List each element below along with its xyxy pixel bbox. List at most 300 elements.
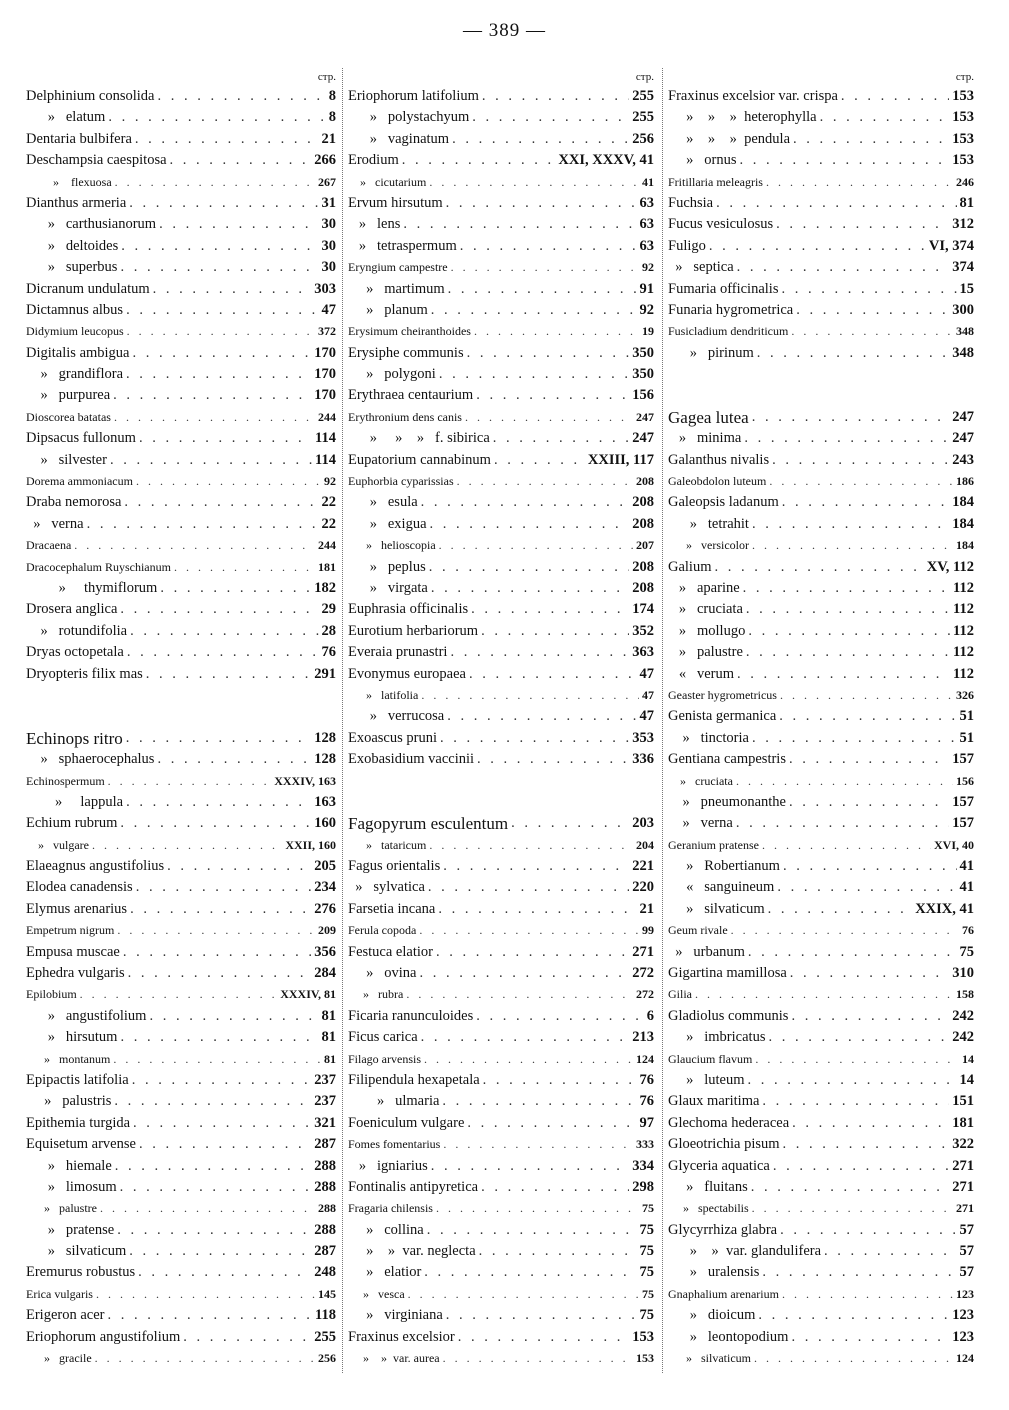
index-entry bbox=[26, 1113, 336, 1134]
index-entry bbox=[348, 963, 654, 984]
entry-name: » uralensis bbox=[668, 1264, 760, 1281]
entry-name: Galeobdolon luteum bbox=[668, 474, 767, 489]
leader-dots bbox=[781, 279, 956, 300]
entry-name: » carthusianorum bbox=[26, 216, 157, 233]
leader-dots bbox=[752, 407, 950, 428]
entry-name: Epilobium bbox=[26, 987, 77, 1002]
entry-page: 298 bbox=[632, 1178, 654, 1195]
entry-name: » flexuosa bbox=[26, 174, 112, 189]
entry-page: XXII, 160 bbox=[285, 837, 336, 852]
entry-name: Draba nemorosa bbox=[26, 494, 122, 511]
index-entry bbox=[668, 364, 974, 385]
index-entry bbox=[668, 514, 974, 535]
index-entry bbox=[348, 599, 654, 620]
entry-name: » ornus bbox=[668, 152, 737, 169]
index-entry bbox=[26, 343, 336, 364]
leader-dots bbox=[429, 557, 630, 578]
leader-dots bbox=[458, 1327, 630, 1348]
index-entry bbox=[26, 107, 336, 128]
entry-name: » Robertianum bbox=[668, 858, 780, 875]
index-entry bbox=[348, 236, 654, 257]
leader-dots bbox=[768, 1027, 949, 1048]
entry-name: » purpurea bbox=[26, 387, 111, 404]
index-entry bbox=[348, 1284, 654, 1305]
entry-name: Ephedra vulgaris bbox=[26, 965, 125, 982]
leader-dots bbox=[671, 385, 971, 406]
entry-page: 247 bbox=[636, 409, 654, 424]
leader-dots bbox=[136, 471, 321, 492]
entry-name: » superbus bbox=[26, 259, 118, 276]
leader-dots bbox=[157, 749, 311, 770]
index-entry bbox=[26, 664, 336, 685]
entry-name: » cruciata bbox=[668, 601, 743, 618]
entry-name: Gladiolus communis bbox=[668, 1007, 789, 1024]
index-entry bbox=[348, 385, 654, 406]
index-entry bbox=[26, 471, 336, 492]
entry-name: Eupatorium cannabinum bbox=[348, 451, 491, 468]
entry-name: » tinctoria bbox=[668, 729, 749, 746]
entry-page: 266 bbox=[314, 152, 336, 169]
index-entry bbox=[668, 1198, 974, 1219]
entry-page: 271 bbox=[632, 943, 654, 960]
entry-name: » vulgare bbox=[26, 837, 89, 852]
entry-name: Eurotium herbariorum bbox=[348, 622, 479, 639]
index-entry bbox=[668, 86, 974, 107]
entry-page: 81 bbox=[321, 1007, 336, 1024]
entry-name: Eryngium campestre bbox=[348, 260, 448, 275]
entry-page: 234 bbox=[314, 879, 336, 896]
entry-page: 246 bbox=[956, 174, 974, 189]
index-entry bbox=[668, 835, 974, 856]
entry-page: 333 bbox=[636, 1137, 654, 1152]
leader-dots bbox=[471, 599, 629, 620]
index-entry bbox=[668, 920, 974, 941]
index-entry bbox=[348, 642, 654, 663]
entry-page: 336 bbox=[632, 751, 654, 768]
entry-page: 348 bbox=[956, 324, 974, 339]
entry-name: Ficaria ranunculoides bbox=[348, 1007, 474, 1024]
entry-name: » montanum bbox=[26, 1051, 111, 1066]
entry-name: Geum rivale bbox=[668, 923, 728, 938]
leader-dots bbox=[447, 706, 636, 727]
entry-page: 303 bbox=[314, 280, 336, 297]
entry-name: » elatior bbox=[348, 1264, 422, 1281]
leader-dots bbox=[126, 792, 311, 813]
entry-name: Dianthus armeria bbox=[26, 194, 127, 211]
leader-dots bbox=[841, 86, 949, 107]
index-entry bbox=[26, 1220, 336, 1241]
leader-dots bbox=[467, 343, 630, 364]
entry-name: Elodea canadensis bbox=[26, 879, 133, 896]
index-entry bbox=[668, 172, 974, 193]
index-entry bbox=[26, 1027, 336, 1048]
leader-dots bbox=[157, 86, 325, 107]
index-entry bbox=[26, 492, 336, 513]
entry-name: » thymiflorum bbox=[26, 579, 158, 596]
index-entry bbox=[26, 963, 336, 984]
entry-page: 153 bbox=[632, 1328, 654, 1345]
entry-name: Galium bbox=[668, 558, 712, 575]
entry-name: Glechoma hederacea bbox=[668, 1114, 790, 1131]
index-entry bbox=[26, 1284, 336, 1305]
entry-name: Farsetia incana bbox=[348, 900, 436, 917]
index-entry bbox=[668, 428, 974, 449]
entry-page: 255 bbox=[314, 1328, 336, 1345]
entry-page: 128 bbox=[314, 751, 336, 768]
entry-page: 203 bbox=[632, 815, 654, 832]
index-entry bbox=[348, 1134, 654, 1155]
index-entry bbox=[668, 578, 974, 599]
index-entry bbox=[668, 1049, 974, 1070]
leader-dots bbox=[736, 771, 953, 792]
entry-name: Fuligo bbox=[668, 237, 706, 254]
index-entry bbox=[668, 984, 974, 1005]
entry-name: » elatum bbox=[26, 109, 106, 126]
leader-dots bbox=[159, 214, 318, 235]
entry-page: XXXIV, 81 bbox=[280, 987, 336, 1002]
leader-dots bbox=[493, 428, 629, 449]
entry-page: 220 bbox=[632, 879, 654, 896]
entry-page: 256 bbox=[632, 130, 654, 147]
entry-name: Eriophorum angustifolium bbox=[26, 1328, 181, 1345]
leader-dots bbox=[748, 621, 950, 642]
entry-name: Echinospermum bbox=[26, 773, 105, 788]
entry-name: Evonymus europaea bbox=[348, 665, 466, 682]
leader-dots bbox=[460, 236, 637, 257]
entry-page: 287 bbox=[314, 1136, 336, 1153]
entry-name: Dorema ammoniacum bbox=[26, 474, 133, 489]
entry-name: Gentiana campestris bbox=[668, 751, 786, 768]
entry-name: » imbricatus bbox=[668, 1029, 766, 1046]
index-entry bbox=[26, 557, 336, 578]
index-entry bbox=[668, 1284, 974, 1305]
leader-dots bbox=[428, 877, 629, 898]
index-entry bbox=[348, 792, 654, 813]
column-separator bbox=[342, 68, 343, 1373]
index-entry bbox=[348, 193, 654, 214]
index-entry bbox=[348, 1156, 654, 1177]
index-entry bbox=[348, 343, 654, 364]
entry-name: Fagopyrum esculentum bbox=[348, 814, 509, 834]
index-entry bbox=[348, 1262, 654, 1283]
entry-name: » aparine bbox=[668, 579, 740, 596]
leader-dots bbox=[748, 1070, 957, 1091]
index-entry bbox=[348, 877, 654, 898]
entry-name: Equisetum arvense bbox=[26, 1136, 136, 1153]
leader-dots bbox=[167, 856, 311, 877]
index-entry bbox=[668, 193, 974, 214]
leader-dots bbox=[783, 856, 957, 877]
entry-page: 81 bbox=[324, 1051, 336, 1066]
entry-page: 242 bbox=[952, 1029, 974, 1046]
leader-dots bbox=[120, 1177, 312, 1198]
leader-dots bbox=[446, 193, 637, 214]
leader-dots bbox=[421, 1027, 630, 1048]
index-entry bbox=[348, 279, 654, 300]
entry-name: Erica vulgaris bbox=[26, 1286, 93, 1301]
entry-name: Fraxinus excelsior bbox=[348, 1328, 455, 1345]
entry-name: Geaster hygrometricus bbox=[668, 687, 777, 702]
index-entry bbox=[26, 856, 336, 877]
leader-dots bbox=[135, 129, 319, 150]
index-entry bbox=[348, 86, 654, 107]
entry-name: » pratense bbox=[26, 1221, 115, 1238]
index-entry bbox=[26, 407, 336, 428]
leader-dots bbox=[80, 984, 278, 1005]
entry-name: Fucus vesiculosus bbox=[668, 216, 774, 233]
index-entry bbox=[348, 1006, 654, 1027]
leader-dots bbox=[736, 813, 949, 834]
index-entry bbox=[348, 621, 654, 642]
leader-dots bbox=[469, 664, 637, 685]
entry-name: Eriophorum latifolium bbox=[348, 88, 479, 104]
entry-name: » peplus bbox=[348, 558, 426, 575]
entry-name: Glaux maritima bbox=[668, 1093, 760, 1110]
entry-page: 47 bbox=[639, 665, 654, 682]
entry-name: » fluitans bbox=[668, 1178, 748, 1195]
entry-page: 353 bbox=[632, 729, 654, 746]
entry-name: » silvaticum bbox=[668, 900, 765, 917]
entry-page: 170 bbox=[314, 344, 336, 361]
leader-dots bbox=[424, 1049, 633, 1070]
index-entry bbox=[668, 150, 974, 171]
leader-dots bbox=[481, 621, 629, 642]
index-entry bbox=[348, 1113, 654, 1134]
index-entry bbox=[26, 1305, 336, 1326]
entry-name: » silvaticum bbox=[668, 1351, 751, 1366]
leader-dots bbox=[117, 1220, 311, 1241]
entry-name: Fumaria officinalis bbox=[668, 280, 779, 297]
entry-page: 182 bbox=[314, 579, 336, 596]
leader-dots bbox=[757, 343, 949, 364]
entry-page: 208 bbox=[636, 474, 654, 489]
entry-page: 75 bbox=[639, 1264, 654, 1281]
index-entry bbox=[26, 129, 336, 150]
leader-dots bbox=[481, 1177, 629, 1198]
index-entry bbox=[668, 856, 974, 877]
entry-name: » verna bbox=[668, 815, 733, 832]
leader-dots bbox=[789, 749, 949, 770]
leader-dots bbox=[442, 1091, 636, 1112]
leader-dots bbox=[146, 664, 311, 685]
entry-name: » » var. glandulifera bbox=[668, 1243, 822, 1260]
entry-name: » septica bbox=[668, 259, 734, 276]
entry-name: Fagus orientalis bbox=[348, 858, 441, 875]
leader-dots bbox=[476, 1006, 644, 1027]
entry-name: Galanthus nivalis bbox=[668, 451, 770, 468]
entry-page: 157 bbox=[952, 815, 974, 832]
entry-page: 153 bbox=[952, 130, 974, 147]
index-entry bbox=[26, 599, 336, 620]
entry-name: Didymium leucopus bbox=[26, 324, 124, 339]
index-entry bbox=[26, 172, 336, 193]
index-entry bbox=[26, 685, 336, 706]
entry-page: 30 bbox=[321, 216, 336, 233]
leader-dots bbox=[479, 1241, 637, 1262]
index-entry bbox=[26, 150, 336, 171]
leader-dots bbox=[87, 514, 319, 535]
index-entry bbox=[26, 728, 336, 749]
index-entry bbox=[668, 1027, 974, 1048]
leader-dots bbox=[129, 193, 318, 214]
leader-dots bbox=[780, 1220, 956, 1241]
leader-dots bbox=[791, 1006, 949, 1027]
entry-page: 124 bbox=[636, 1051, 654, 1066]
leader-dots bbox=[789, 792, 949, 813]
entry-name: » latifolia bbox=[348, 687, 419, 702]
column-header: стр. bbox=[635, 71, 654, 83]
entry-page: 153 bbox=[952, 88, 974, 104]
entry-page: 76 bbox=[321, 644, 336, 661]
index-entry bbox=[668, 300, 974, 321]
index-entry bbox=[668, 236, 974, 257]
index-column-2 bbox=[348, 68, 654, 1369]
entry-page: 92 bbox=[639, 301, 654, 318]
entry-page: 312 bbox=[952, 216, 974, 233]
leader-dots bbox=[755, 1049, 959, 1070]
index-entry bbox=[26, 1070, 336, 1091]
index-entry bbox=[348, 492, 654, 513]
entry-page: 213 bbox=[632, 1029, 654, 1046]
leader-dots bbox=[408, 1284, 639, 1305]
entry-page: 184 bbox=[952, 494, 974, 511]
leader-dots bbox=[477, 749, 629, 770]
index-entry bbox=[348, 300, 654, 321]
entry-page: 30 bbox=[321, 237, 336, 254]
leader-dots bbox=[780, 685, 953, 706]
leader-dots bbox=[170, 150, 312, 171]
leader-dots bbox=[752, 514, 949, 535]
index-entry bbox=[26, 321, 336, 342]
leader-dots bbox=[95, 1348, 315, 1369]
leader-dots bbox=[126, 364, 311, 385]
entry-page: XVI, 40 bbox=[933, 837, 974, 852]
leader-dots bbox=[762, 1262, 956, 1283]
leader-dots bbox=[709, 236, 926, 257]
entry-page: 163 bbox=[314, 793, 336, 810]
entry-page: 31 bbox=[321, 194, 336, 211]
leader-dots bbox=[768, 899, 913, 920]
entry-page: 76 bbox=[962, 923, 974, 938]
entry-page: 8 bbox=[328, 109, 336, 126]
index-entry bbox=[26, 257, 336, 278]
leader-dots bbox=[671, 364, 971, 385]
index-entry bbox=[348, 1070, 654, 1091]
leader-dots bbox=[108, 1305, 313, 1326]
column-header: стр. bbox=[955, 71, 974, 83]
index-column-3 bbox=[668, 68, 974, 1369]
entry-page: XXXIV, 163 bbox=[274, 773, 336, 788]
entry-page: 92 bbox=[324, 474, 336, 489]
entry-page: 322 bbox=[952, 1136, 974, 1153]
entry-name: Genista germanica bbox=[668, 708, 777, 725]
entry-name: » hirsutum bbox=[26, 1029, 118, 1046]
leader-dots bbox=[127, 321, 315, 342]
leader-dots bbox=[427, 1220, 637, 1241]
leader-dots bbox=[792, 1113, 949, 1134]
index-entry bbox=[348, 1220, 654, 1241]
entry-page: 207 bbox=[636, 538, 654, 553]
leader-dots bbox=[450, 642, 629, 663]
index-entry bbox=[668, 1156, 974, 1177]
entry-name: Foeniculum vulgare bbox=[348, 1114, 465, 1131]
entry-name: Digitalis ambigua bbox=[26, 344, 130, 361]
entry-name: » pneumonanthe bbox=[668, 793, 786, 810]
entry-page: 153 bbox=[952, 109, 974, 126]
index-entry bbox=[26, 1156, 336, 1177]
index-entry bbox=[348, 557, 654, 578]
leader-dots bbox=[419, 963, 629, 984]
leader-dots bbox=[440, 728, 629, 749]
leader-dots bbox=[96, 1284, 315, 1305]
leader-dots bbox=[113, 385, 311, 406]
entry-page: 271 bbox=[956, 1201, 974, 1216]
entry-name: Gilia bbox=[668, 987, 692, 1002]
index-entry bbox=[668, 450, 974, 471]
index-entry bbox=[26, 984, 336, 1005]
entry-name: » silvester bbox=[26, 451, 107, 468]
leader-dots bbox=[457, 471, 633, 492]
leader-dots bbox=[744, 428, 949, 449]
index-entry bbox=[668, 706, 974, 727]
entry-page: 352 bbox=[632, 622, 654, 639]
entry-page: 63 bbox=[639, 216, 654, 233]
index-entry bbox=[348, 172, 654, 193]
index-entry bbox=[668, 792, 974, 813]
leader-dots bbox=[431, 1156, 630, 1177]
leader-dots bbox=[114, 407, 315, 428]
entry-name: Gloeotrichia pisum bbox=[668, 1136, 780, 1153]
leader-dots bbox=[436, 1198, 639, 1219]
entry-page: 30 bbox=[321, 259, 336, 276]
entry-name: Everaia prunastri bbox=[348, 644, 448, 661]
leader-dots bbox=[123, 942, 311, 963]
entry-name: » palustris bbox=[26, 1093, 112, 1110]
entry-name: Ficus carica bbox=[348, 1029, 418, 1046]
leader-dots bbox=[160, 578, 311, 599]
leader-dots bbox=[431, 578, 629, 599]
index-entry bbox=[668, 1091, 974, 1112]
leader-dots bbox=[773, 1156, 949, 1177]
index-entry bbox=[26, 1262, 336, 1283]
entry-name: » sylvatica bbox=[348, 879, 425, 896]
entry-name: » luteum bbox=[668, 1071, 745, 1088]
leader-dots bbox=[737, 664, 950, 685]
index-entry bbox=[668, 942, 974, 963]
entry-name: Glycyrrhiza glabra bbox=[668, 1221, 778, 1238]
index-entry bbox=[348, 771, 654, 792]
index-entry bbox=[668, 664, 974, 685]
leader-dots bbox=[429, 835, 633, 856]
leader-dots bbox=[29, 706, 333, 727]
index-entry bbox=[348, 214, 654, 235]
index-entry bbox=[348, 664, 654, 685]
index-entry bbox=[668, 279, 974, 300]
leader-dots bbox=[443, 1348, 633, 1369]
leader-dots bbox=[746, 599, 950, 620]
entry-name: Galeopsis ladanum bbox=[668, 494, 779, 511]
index-entry bbox=[26, 899, 336, 920]
leader-dots bbox=[779, 706, 956, 727]
entry-page: 288 bbox=[314, 1178, 336, 1195]
entry-page: 244 bbox=[318, 409, 336, 424]
leader-dots bbox=[92, 835, 282, 856]
entry-name: » pirinum bbox=[668, 344, 754, 361]
entry-page: 14 bbox=[962, 1051, 974, 1066]
entry-page: 75 bbox=[959, 943, 974, 960]
entry-page: 112 bbox=[953, 644, 974, 661]
entry-page: 19 bbox=[642, 324, 654, 339]
